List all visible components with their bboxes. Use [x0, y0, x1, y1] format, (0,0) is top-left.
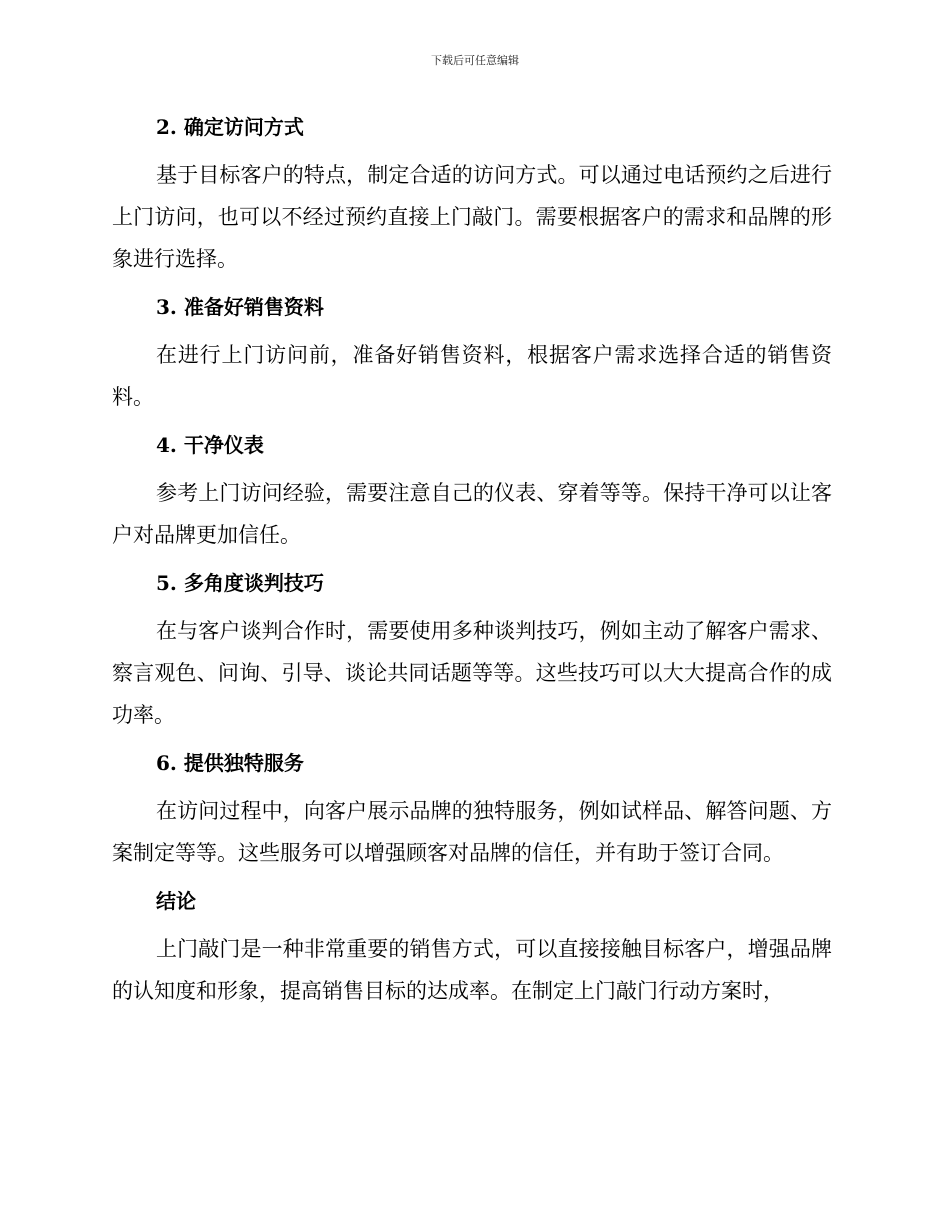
document-body	[112, 108, 832, 1020]
section-heading-clean-appearance: 4. 干净仪表	[156, 433, 264, 457]
section-heading-negotiation-skills: 5. 多角度谈判技巧	[156, 571, 324, 595]
section-heading-access-method: 2. 确定访问方式	[156, 115, 304, 139]
header-note: 下载后可任意编辑	[431, 54, 519, 67]
section-paragraph-negotiation-skills: 在与客户谈判合作时，需要使用多种谈判技巧，例如主动了解客户需求、察言观色、问询、引导、谈论共同话题等等。这些技巧可以大大提高合作的成功率。	[112, 619, 832, 727]
section-paragraph-unique-service: 在访问过程中，向客户展示品牌的独特服务，例如试样品、解答问题、方案制定等等。这些服务可以增强顾客对品牌的信任，并有助于签订合同。	[112, 799, 832, 865]
section-paragraph-clean-appearance: 参考上门访问经验，需要注意自己的仪表、穿着等等。保持干净可以让客户对品牌更加信任。	[112, 481, 832, 547]
section-paragraph-conclusion: 上门敲门是一种非常重要的销售方式，可以直接接触目标客户，增强品牌的认知度和形象，提高销售目标的达成率。在制定上门敲门行动方案时，	[112, 937, 832, 1003]
section-heading-sales-materials: 3. 准备好销售资料	[156, 295, 324, 319]
section-heading-unique-service: 6. 提供独特服务	[156, 751, 304, 775]
section-paragraph-sales-materials: 在进行上门访问前，准备好销售资料，根据客户需求选择合适的销售资料。	[112, 343, 832, 409]
section-paragraph-access-method: 基于目标客户的特点，制定合适的访问方式。可以通过电话预约之后进行上门访问，也可以不经过预约直接上门敲门。需要根据客户的需求和品牌的形象进行选择。	[112, 163, 832, 271]
section-heading-conclusion: 结论	[156, 889, 196, 913]
